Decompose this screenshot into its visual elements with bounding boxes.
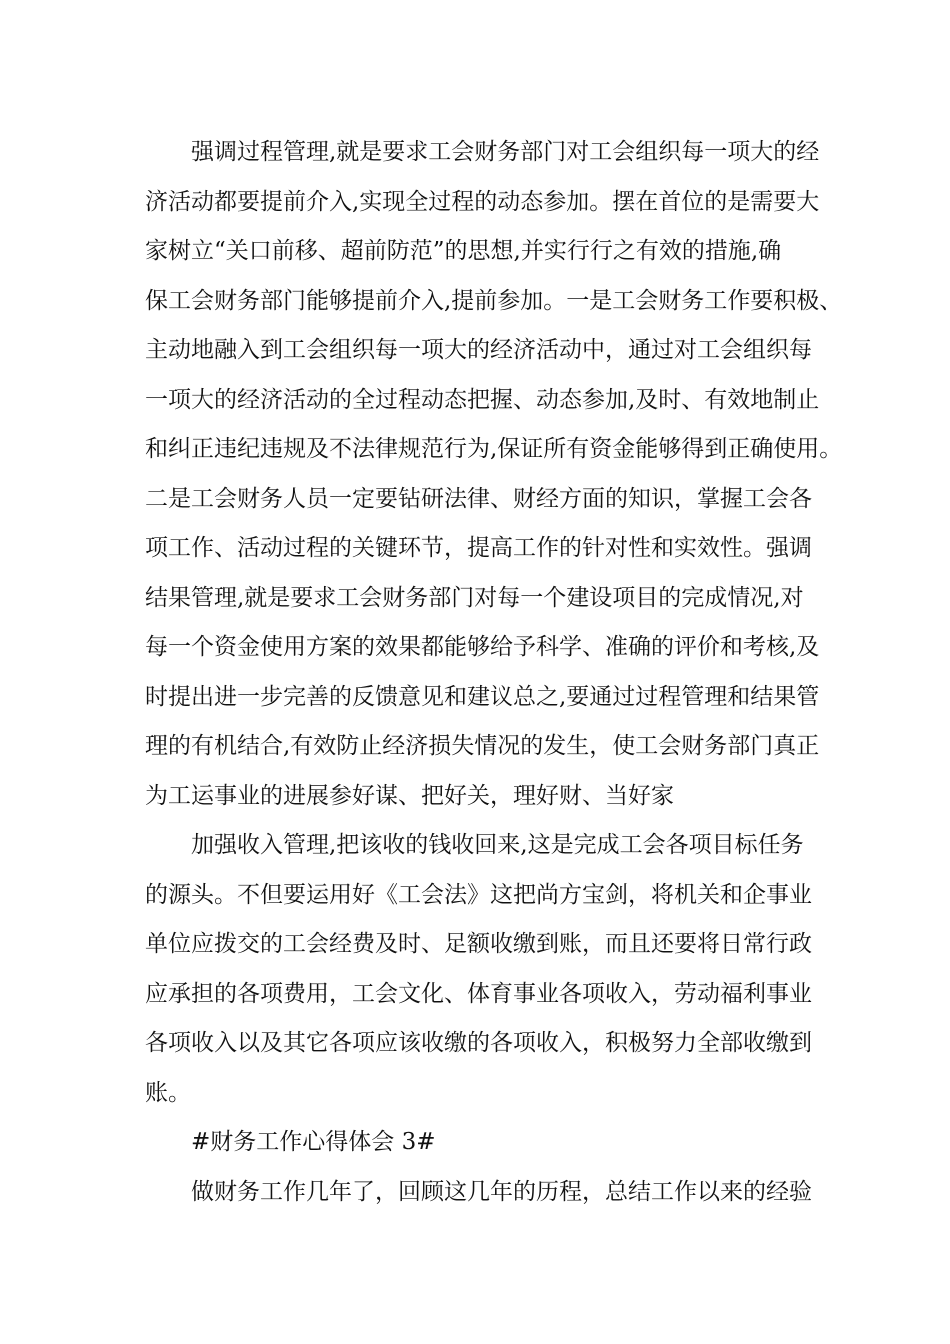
text-line: 一项大的经济活动的全过程动态把握、动态参加,及时、有效地制止 xyxy=(145,386,820,413)
text-line: 二是工会财务人员一定要钻研法律、财经方面的知识，掌握工会各 xyxy=(145,485,812,512)
text-line: 应承担的各项费用，工会文化、体育事业各项收入，劳动福利事业 xyxy=(145,980,812,1007)
text-line: 和纠正违纪违规及不法律规范行为,保证所有资金能够得到正确使用。 xyxy=(145,436,843,462)
text-line: 强调过程管理,就是要求工会财务部门对工会组织每一项大的经 xyxy=(191,139,820,165)
text-line: 时提出进一步完善的反馈意见和建议总之,要通过过程管理和结果管 xyxy=(145,683,820,710)
text-line: 做财务工作几年了，回顾这几年的历程，总结工作以来的经验 xyxy=(191,1178,812,1205)
document-body xyxy=(145,128,843,1217)
text-line: 保工会财务部门能够提前介入,提前参加。一是工会财务工作要积极、 xyxy=(145,287,843,314)
text-line: 各项收入以及其它各项应该收缴的各项收入，积极努力全部收缴到 xyxy=(145,1030,812,1056)
text-line: 项工作、活动过程的关键环节，提高工作的针对性和实效性。强调 xyxy=(145,535,812,561)
text-line: 的源头。不但要运用好《工会法》这把尚方宝剑，将机关和企事业 xyxy=(145,881,812,908)
text-line: 结果管理,就是要求工会财务部门对每一个建设项目的完成情况,对 xyxy=(145,584,804,611)
paragraph-process-management xyxy=(145,128,843,821)
text-line: 主动地融入到工会组织每一项大的经济活动中，通过对工会组织每 xyxy=(145,337,812,363)
paragraph-experience xyxy=(145,1168,825,1218)
text-line: 单位应拨交的工会经费及时、足额收缴到账，而且还要将日常行政 xyxy=(145,931,812,957)
section-heading xyxy=(145,1118,825,1168)
text-line: 为工运事业的进展参好谋、把好关，理好财、当好家 xyxy=(145,782,674,809)
text-line: 加强收入管理,把该收的钱收回来,这是完成工会各项目标任务 xyxy=(191,832,804,858)
paragraph-income-management xyxy=(145,821,825,1118)
text-line: 家树立“关口前移、超前防范”的思想,并实行行之有效的措施,确 xyxy=(145,238,782,264)
text-line: 济活动都要提前介入,实现全过程的动态参加。摆在首位的是需要大 xyxy=(145,188,820,215)
section-heading-text: #财务工作心得体会 3# xyxy=(191,1129,436,1155)
text-line: 每一个资金使用方案的效果都能够给予科学、准确的评价和考核,及 xyxy=(145,634,820,660)
text-line: 账。 xyxy=(145,1079,191,1106)
text-line: 理的有机结合,有效防止经济损失情况的发生，使工会财务部门真正 xyxy=(145,733,820,759)
